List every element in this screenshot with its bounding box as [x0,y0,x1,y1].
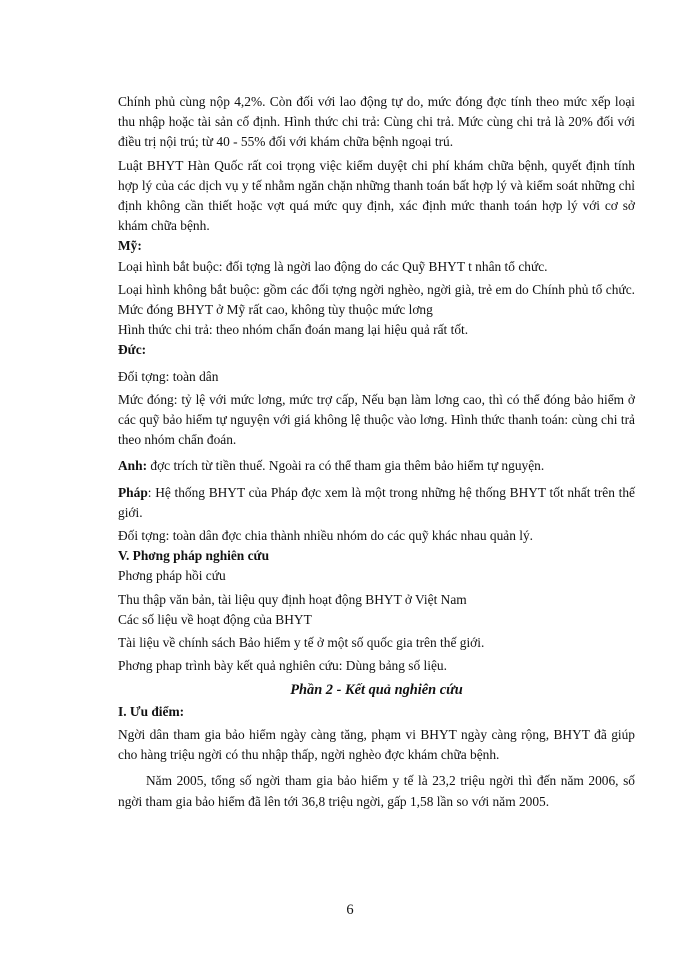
method-item: Thu thập văn bản, tài liệu quy định hoạt động BHYT ở Việt Nam [118,591,467,607]
method-item: Phơng pháp hồi cứu [118,568,226,584]
method-item: Tài liệu về chính sách Bảo hiểm y tế ở một số quốc gia trên thế giới. [118,635,485,651]
france-label: Pháp [118,484,148,500]
usa-mandatory-line: Loại hình bắt buộc: đối tợng là ngời lao động do các Quỹ BHYT t nhân tổ chức. [118,258,548,274]
advantages-paragraph-1: Ngời dân tham gia bảo hiểm ngày càng tăng, phạm vi BHYT ngày càng rộng, BHYT đã giúp cho hàng triệu ngời có thu nhập thấp, ngời nghèo đợc khám chữa bệnh. [118,726,635,763]
france-paragraph [118,483,635,523]
germany-contribution-paragraph: Mức đóng: tỷ lệ với mức lơng, mức trợ cấp, Nếu bạn làm lơng cao, thì có thể đóng bảo hiểm ở các quỹ bảo hiểm tự nguyện với giá không lệ thuộc vào lơng. Hình thức thanh toán: cùng chi trả theo nhóm chẩn đoán. [118,391,635,448]
intro-paragraph: Chính phủ cùng nộp 4,2%. Còn đối với lao động tự do, mức đóng đợc tính theo mức xếp loại thu nhập hoặc tài sản cố định. Hình thức chi trả: Cùng chi trả. Mức cùng chi trả là 20% đối với điều trị nội trú; từ 40 - 55% đối với khám chữa bệnh ngoại trú. [118,94,635,150]
uk-paragraph [118,456,635,476]
method-item: Các số liệu về hoạt động của BHYT [118,611,312,627]
page-number: 6 [346,902,354,918]
france-subject-line: Đối tợng: toàn dân đợc chia thành nhiều nhóm do các quỹ khác nhau quản lý. [118,528,534,544]
korea-law-paragraph: Luật BHYT Hàn Quốc rất coi trọng việc kiểm duyệt chi phí khám chữa bệnh, quyết định tính hợp lý của các dịch vụ y tế nhằm ngăn chặn những thanh toán bất hợp lý và kiểm soát những chỉ định không cần thiết hoặc vợt quá mức quy định, xác định mức thanh toán hợp lý với cơ sở khám chữa bệnh. [118,157,635,234]
usa-payment-line: Hình thức chi trả: theo nhóm chẩn đoán mang lại hiệu quả rất tốt. [118,322,469,338]
usa-voluntary-paragraph: Loại hình không bắt buộc: gồm các đối tợng ngời nghèo, ngời già, trẻ em do Chính phủ tổ chức. Mức đóng BHYT ở Mỹ rất cao, không tùy thuộc mức lơng [118,281,635,318]
usa-heading: Mỹ: [118,238,142,254]
part2-title: Phần 2 - Kết quả nghiên cứu [290,682,463,699]
method-item: Phơng phap trình bày kết quả nghiên cứu: Dùng bảng số liệu. [118,658,447,674]
germany-subject-line: Đối tợng: toàn dân [118,368,219,384]
advantages-heading: I. Ưu điểm: [118,703,185,719]
methods-heading: V. Phơng pháp nghiên cứu [118,548,270,564]
uk-label: Anh: [118,458,148,474]
advantages-paragraph-2: Năm 2005, tổng số ngời tham gia bảo hiểm y tế là 23,2 triệu ngời thì đến năm 2006, số ngời tham gia bảo hiểm đã lên tới 36,8 triệu ngời, gấp 1,58 lần so với năm 2005. [118,773,635,809]
germany-heading: Đức: [118,342,147,358]
france-text: : Hệ thống BHYT của Pháp đợc xem là một trong những hệ thống BHYT tốt nhất trên thế giới. [118,484,635,520]
uk-text: đợc trích từ tiền thuế. Ngoài ra có thể tham gia thêm bảo hiểm tự nguyện. [147,458,545,474]
document-page [118,92,635,812]
